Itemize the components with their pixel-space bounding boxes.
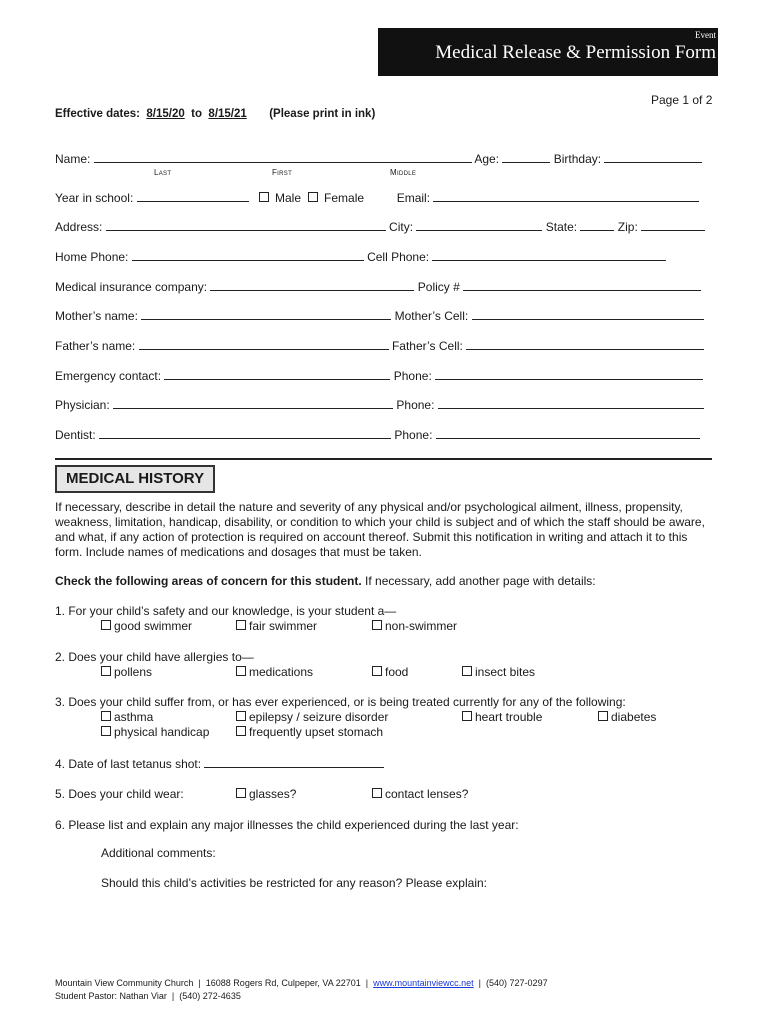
footer-phone: (540) 727-0297 xyxy=(486,978,548,988)
q3-option[interactable]: frequently upset stomach xyxy=(236,725,383,739)
cell-phone-label: Cell Phone: xyxy=(367,250,430,264)
dentist-label: Dentist: xyxy=(55,428,96,442)
address-row xyxy=(55,220,705,234)
emergency-field[interactable] xyxy=(164,369,390,380)
dentist-phone-field[interactable] xyxy=(436,428,700,439)
restriction-question: Should this child’s activities be restricted for any reason? Please explain: xyxy=(101,876,487,890)
footer-line-2: Student Pastor: Nathan Viar | (540) 272-4635 xyxy=(55,991,241,1001)
home-phone-field[interactable] xyxy=(132,250,364,261)
emergency-phone-label: Phone: xyxy=(393,369,432,383)
male-label: Male xyxy=(274,191,301,205)
q1-option[interactable]: non-swimmer xyxy=(372,619,457,633)
mothers-name-label: Mother’s name: xyxy=(55,309,138,323)
q2-option[interactable]: insect bites xyxy=(462,665,535,679)
q3-option[interactable]: diabetes xyxy=(598,710,656,724)
year-label: Year in school: xyxy=(55,191,134,205)
cell-phone-field[interactable] xyxy=(432,250,666,261)
q3-option[interactable]: physical handicap xyxy=(101,725,209,739)
page-number: Page 1 of 2 xyxy=(651,93,713,107)
city-field[interactable] xyxy=(416,220,542,231)
q1-option[interactable]: good swimmer xyxy=(101,619,192,633)
footer-address: 16088 Rogers Rd, Culpeper, VA 22701 xyxy=(205,978,361,988)
name-label: Name: xyxy=(55,152,91,166)
name-field[interactable] xyxy=(94,152,472,163)
q3-option[interactable]: heart trouble xyxy=(462,710,542,724)
state-label: State: xyxy=(545,220,578,234)
insurance-field[interactable] xyxy=(210,280,414,291)
last-sublabel: Last xyxy=(154,168,172,177)
footer-website-link[interactable]: www.mountainviewcc.net xyxy=(373,978,474,988)
dentist-row xyxy=(55,428,700,442)
birthday-label: Birthday: xyxy=(553,152,602,166)
footer-org: Mountain View Community Church xyxy=(55,978,194,988)
age-field[interactable] xyxy=(502,152,550,163)
physician-field[interactable] xyxy=(113,398,393,409)
checkbox[interactable] xyxy=(236,788,246,798)
emergency-phone-field[interactable] xyxy=(435,369,703,380)
medical-history-heading: MEDICAL HISTORY xyxy=(55,465,215,493)
male-checkbox[interactable] xyxy=(259,192,269,202)
physician-label: Physician: xyxy=(55,398,110,412)
q5-option[interactable]: glasses? xyxy=(236,787,296,801)
checkbox[interactable] xyxy=(372,620,382,630)
checkbox[interactable] xyxy=(236,666,246,676)
emergency-row xyxy=(55,369,703,383)
question-3: 3. Does your child suffer from, or has ever experienced, or is being treated currently for any of the following: xyxy=(55,695,626,709)
zip-field[interactable] xyxy=(641,220,705,231)
emergency-label: Emergency contact: xyxy=(55,369,162,383)
fathers-cell-label: Father’s Cell: xyxy=(391,339,463,353)
year-field[interactable] xyxy=(137,191,249,202)
check-instructions xyxy=(55,574,596,588)
fathers-cell-field[interactable] xyxy=(466,339,704,350)
question-2: 2. Does your child have allergies to— xyxy=(55,650,254,664)
effective-start: 8/15/20 xyxy=(146,108,185,120)
footer-pastor-phone: (540) 272-4635 xyxy=(179,991,241,1001)
form-title: Medical Release & Permission Form xyxy=(435,42,716,63)
physician-phone-field[interactable] xyxy=(438,398,704,409)
female-label: Female xyxy=(324,191,365,205)
father-row xyxy=(55,339,704,353)
fathers-name-label: Father’s name: xyxy=(55,339,136,353)
home-phone-label: Home Phone: xyxy=(55,250,129,264)
question-5: 5. Does your child wear: xyxy=(55,787,184,801)
middle-sublabel: Middle xyxy=(390,168,417,177)
mother-row xyxy=(55,309,704,323)
checkbox[interactable] xyxy=(462,666,472,676)
physician-row xyxy=(55,398,704,412)
name-row xyxy=(55,152,702,166)
question-1: 1. For your child’s safety and our knowledge, is your student a— xyxy=(55,604,397,618)
insurance-label: Medical insurance company: xyxy=(55,280,208,294)
check-rest: If necessary, add another page with details: xyxy=(361,574,596,588)
zip-label: Zip: xyxy=(617,220,638,234)
q1-option[interactable]: fair swimmer xyxy=(236,619,317,633)
address-field[interactable] xyxy=(106,220,386,231)
q2-option[interactable]: pollens xyxy=(101,665,152,679)
policy-label: Policy # xyxy=(417,280,460,294)
mothers-name-field[interactable] xyxy=(141,309,391,320)
effective-dates xyxy=(55,108,375,120)
checkbox[interactable] xyxy=(236,711,246,721)
q3-option[interactable]: epilepsy / seizure disorder xyxy=(236,710,388,724)
q2-option[interactable]: medications xyxy=(236,665,313,679)
footer-pastor: Student Pastor: Nathan Viar xyxy=(55,991,167,1001)
mothers-cell-label: Mother’s Cell: xyxy=(394,309,469,323)
dentist-phone-label: Phone: xyxy=(394,428,433,442)
section-divider xyxy=(55,458,712,460)
school-row xyxy=(55,191,699,205)
form-header xyxy=(378,28,718,76)
fathers-name-field[interactable] xyxy=(139,339,389,350)
dentist-field[interactable] xyxy=(99,428,391,439)
city-label: City: xyxy=(389,220,414,234)
q3-option[interactable]: asthma xyxy=(101,710,153,724)
checkbox[interactable] xyxy=(101,726,111,736)
age-label: Age: xyxy=(474,152,500,166)
checkbox[interactable] xyxy=(101,620,111,630)
q2-option[interactable]: food xyxy=(372,665,408,679)
question-6: 6. Please list and explain any major illnesses the child experienced during the last year: xyxy=(55,818,519,832)
checkbox[interactable] xyxy=(462,711,472,721)
checkbox[interactable] xyxy=(598,711,608,721)
address-label: Address: xyxy=(55,220,103,234)
state-field[interactable] xyxy=(580,220,614,231)
event-label: Event xyxy=(695,30,716,40)
checkbox[interactable] xyxy=(236,620,246,630)
check-bold: Check the following areas of concern for this student. xyxy=(55,574,362,588)
email-label: Email: xyxy=(396,191,431,205)
policy-field[interactable] xyxy=(463,280,701,291)
tetanus-date-field[interactable] xyxy=(204,757,384,768)
checkbox[interactable] xyxy=(236,726,246,736)
effective-end: 8/15/21 xyxy=(208,108,247,120)
checkbox[interactable] xyxy=(101,711,111,721)
female-checkbox[interactable] xyxy=(308,192,318,202)
effective-to: to xyxy=(191,108,203,120)
mothers-cell-field[interactable] xyxy=(472,309,704,320)
insurance-row xyxy=(55,280,701,294)
medical-intro: If necessary, describe in detail the nature and severity of any physical and/or psychological ailment, illness, propensity, weakness, limitation, handicap, disability, or condition to which your child is subject and of which the staff should be aware, and what, if any action of protection is required on account thereof. Submit this notification in writing and attach it to this form. Include names of medications and dosages that must be taken. xyxy=(55,500,705,559)
footer-line-1: Mountain View Community Church | 16088 Rogers Rd, Culpeper, VA 22701 | www.mountainviewcc.net | (540) 727-0297 xyxy=(55,978,548,988)
birthday-field[interactable] xyxy=(604,152,702,163)
checkbox[interactable] xyxy=(372,666,382,676)
effective-label: Effective dates: xyxy=(55,108,141,120)
checkbox[interactable] xyxy=(372,788,382,798)
physician-phone-label: Phone: xyxy=(396,398,435,412)
print-note: (Please print in ink) xyxy=(269,108,376,120)
question-4: 4. Date of last tetanus shot: xyxy=(55,757,384,771)
additional-comments: Additional comments: xyxy=(101,846,216,860)
phone-row xyxy=(55,250,666,264)
email-field[interactable] xyxy=(433,191,699,202)
checkbox[interactable] xyxy=(101,666,111,676)
q5-option[interactable]: contact lenses? xyxy=(372,787,468,801)
first-sublabel: First xyxy=(272,168,293,177)
